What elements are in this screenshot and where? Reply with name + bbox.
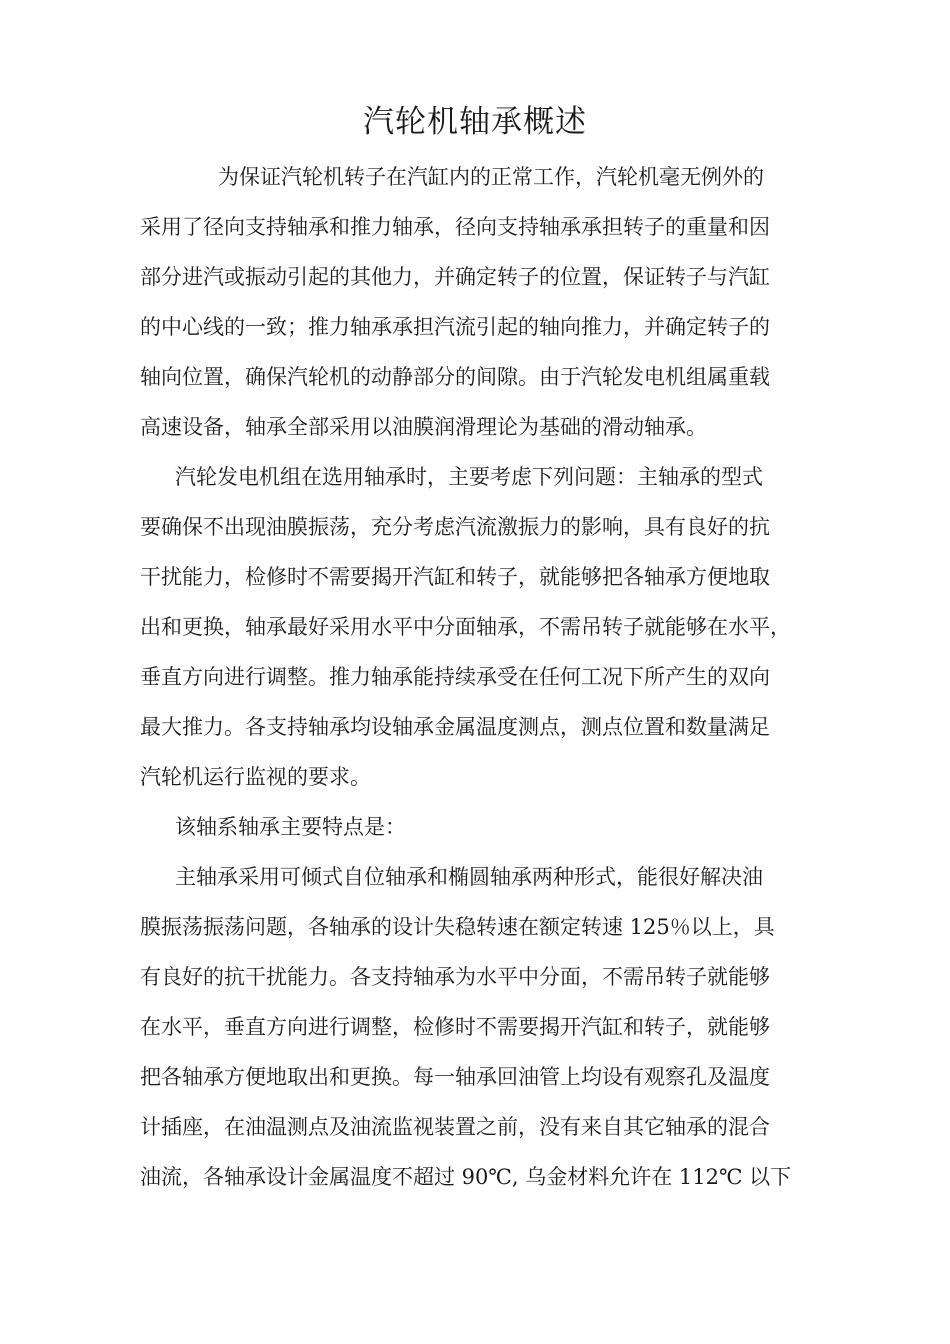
paragraph-line: 该轴系轴承主要特点是： xyxy=(175,815,406,839)
paragraph-line: 干扰能力，检修时不需要揭开汽缸和转子，就能够把各轴承方便地取 xyxy=(140,565,770,589)
paragraph-line: 把各轴承方便地取出和更换。每一轴承回油管上均设有观察孔及温度 xyxy=(140,1065,770,1089)
paragraph-line: 高速设备，轴承全部采用以油膜润滑理论为基础的滑动轴承。 xyxy=(140,415,707,439)
paragraph-line: 膜振荡振荡问题，各轴承的设计失稳转速在额定转速 125％以上，具 xyxy=(140,915,775,939)
document-title: 汽轮机轴承概述 xyxy=(363,104,587,140)
paragraph-line: 出和更换，轴承最好采用水平中分面轴承，不需吊转子就能够在水平， xyxy=(140,615,791,639)
paragraph-line: 部分进汽或振动引起的其他力，并确定转子的位置，保证转子与汽缸 xyxy=(140,265,770,289)
paragraph-line: 汽轮发电机组在选用轴承时，主要考虑下列问题：主轴承的型式 xyxy=(175,465,763,489)
paragraph-line: 为保证汽轮机转子在汽缸内的正常工作，汽轮机毫无例外的 xyxy=(218,165,764,189)
paragraph-line: 轴向位置，确保汽轮机的动静部分的间隙。由于汽轮发电机组属重载 xyxy=(140,365,770,389)
paragraph-line: 最大推力。各支持轴承均设轴承金属温度测点，测点位置和数量满足 xyxy=(140,715,770,739)
paragraph-line: 油流，各轴承设计金属温度不超过 90℃, 乌金材料允许在 112℃ 以下 xyxy=(140,1165,792,1189)
paragraph-line: 在水平，垂直方向进行调整，检修时不需要揭开汽缸和转子，就能够 xyxy=(140,1015,770,1039)
paragraph-line: 要确保不出现油膜振荡，充分考虑汽流激振力的影响，具有良好的抗 xyxy=(140,515,770,539)
paragraph-line: 垂直方向进行调整。推力轴承能持续承受在任何工况下所产生的双向 xyxy=(140,665,770,689)
paragraph-line: 汽轮机运行监视的要求。 xyxy=(140,765,371,789)
paragraph-line: 计插座，在油温测点及油流监视装置之前，没有来自其它轴承的混合 xyxy=(140,1115,770,1139)
paragraph-line: 主轴承采用可倾式自位轴承和椭圆轴承两种形式，能很好解决油 xyxy=(175,865,763,889)
paragraph-line: 的中心线的一致；推力轴承承担汽流引起的轴向推力，并确定转子的 xyxy=(140,315,770,339)
paragraph-line: 有良好的抗干扰能力。各支持轴承为水平中分面，不需吊转子就能够 xyxy=(140,965,770,989)
paragraph-line: 采用了径向支持轴承和推力轴承，径向支持轴承承担转子的重量和因 xyxy=(140,215,770,239)
